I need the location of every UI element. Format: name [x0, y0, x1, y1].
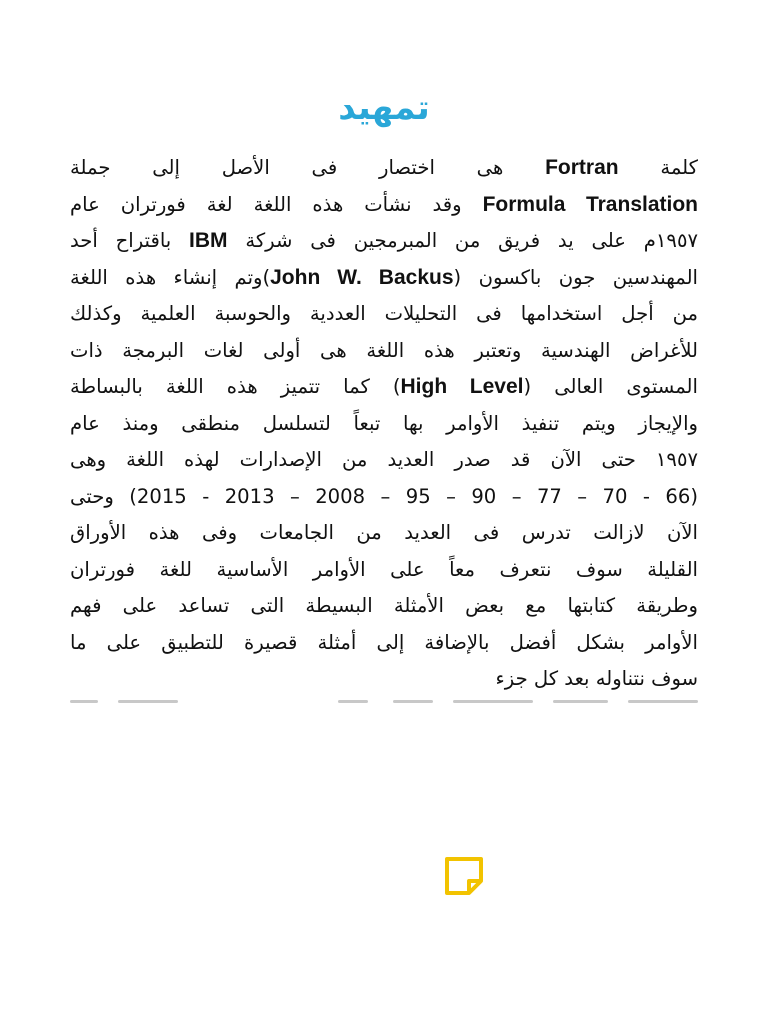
- text-line: [70, 552, 698, 589]
- sticky-note-icon[interactable]: [443, 855, 485, 897]
- text-line: [70, 406, 698, 443]
- text-run: من أجل استخدامها فى التحليلات العددية والحوسبة العلمية وكذلك: [70, 302, 698, 325]
- text-line: [70, 479, 698, 516]
- text-line: [70, 296, 698, 333]
- document-title: تمهيد: [338, 88, 430, 128]
- text-line: [70, 333, 698, 370]
- text-run: ١٩٥٧ حتى الآن قد صدر العديد من الإصدارات لهذه اللغة وهى: [70, 448, 698, 471]
- text-run: المهندسين جون باكسون (: [453, 265, 698, 289]
- document-body: [70, 150, 698, 698]
- latin-term: High Level: [400, 375, 524, 398]
- text-line: [70, 369, 698, 406]
- text-run: )وتم إنشاء هذه اللغة: [70, 265, 271, 289]
- latin-term: Fortran: [545, 156, 619, 179]
- text-line: [70, 260, 698, 297]
- text-line: [70, 515, 698, 552]
- text-line: [70, 223, 698, 260]
- text-run: الأوامر بشكل أفضل بالإضافة إلى أمثلة قصيرة للتطبيق على ما: [70, 630, 698, 654]
- text-line: [70, 187, 698, 224]
- text-run: وطريقة كتابتها مع بعض الأمثلة البسيطة التى تساعد على فهم: [70, 594, 698, 617]
- latin-term: IBM: [189, 229, 228, 252]
- text-run: الآن لازالت تدرس فى العديد من الجامعات وفى هذه الأوراق: [70, 521, 698, 544]
- text-line: [70, 150, 698, 187]
- latin-term: Formula Translation: [482, 192, 698, 216]
- text-run: وقد نشأت هذه اللغة لغة فورتران عام: [70, 192, 483, 216]
- text-run: القليلة سوف نتعرف معاً على الأوامر الأساسية للغة فورتران: [70, 557, 698, 581]
- text-line: [70, 625, 698, 662]
- text-line: [70, 442, 698, 479]
- text-run: كلمة: [618, 156, 698, 179]
- text-run: والإيجاز ويتم تنفيذ الأوامر بها تبعاً لتسلسل منطقى ومنذ عام: [70, 411, 698, 435]
- truncated-line-remnant: [70, 698, 698, 710]
- text-run: ١٩٥٧م على يد فريق من المبرمجين فى شركة: [227, 229, 698, 252]
- text-run: سوف نتناوله بعد كل جزء: [495, 667, 698, 690]
- text-line: [70, 588, 698, 625]
- text-run: (66 - 70 – 77 – 90 – 95 – 2008 – 2013 - 2015) وحتى: [70, 484, 698, 508]
- latin-term: John W. Backus: [270, 265, 454, 289]
- text-run: ) كما تتميز هذه اللغة بالبساطة: [70, 375, 401, 398]
- text-run: باقتراح أحد: [70, 229, 190, 252]
- text-run: المستوى العالى (: [523, 375, 698, 398]
- text-line: [70, 661, 698, 698]
- text-run: للأغراض الهندسية وتعتبر هذه اللغة هى أولى لغات البرمجة ذات: [70, 338, 698, 362]
- text-run: هى اختصار فى الأصل إلى جملة: [70, 156, 546, 179]
